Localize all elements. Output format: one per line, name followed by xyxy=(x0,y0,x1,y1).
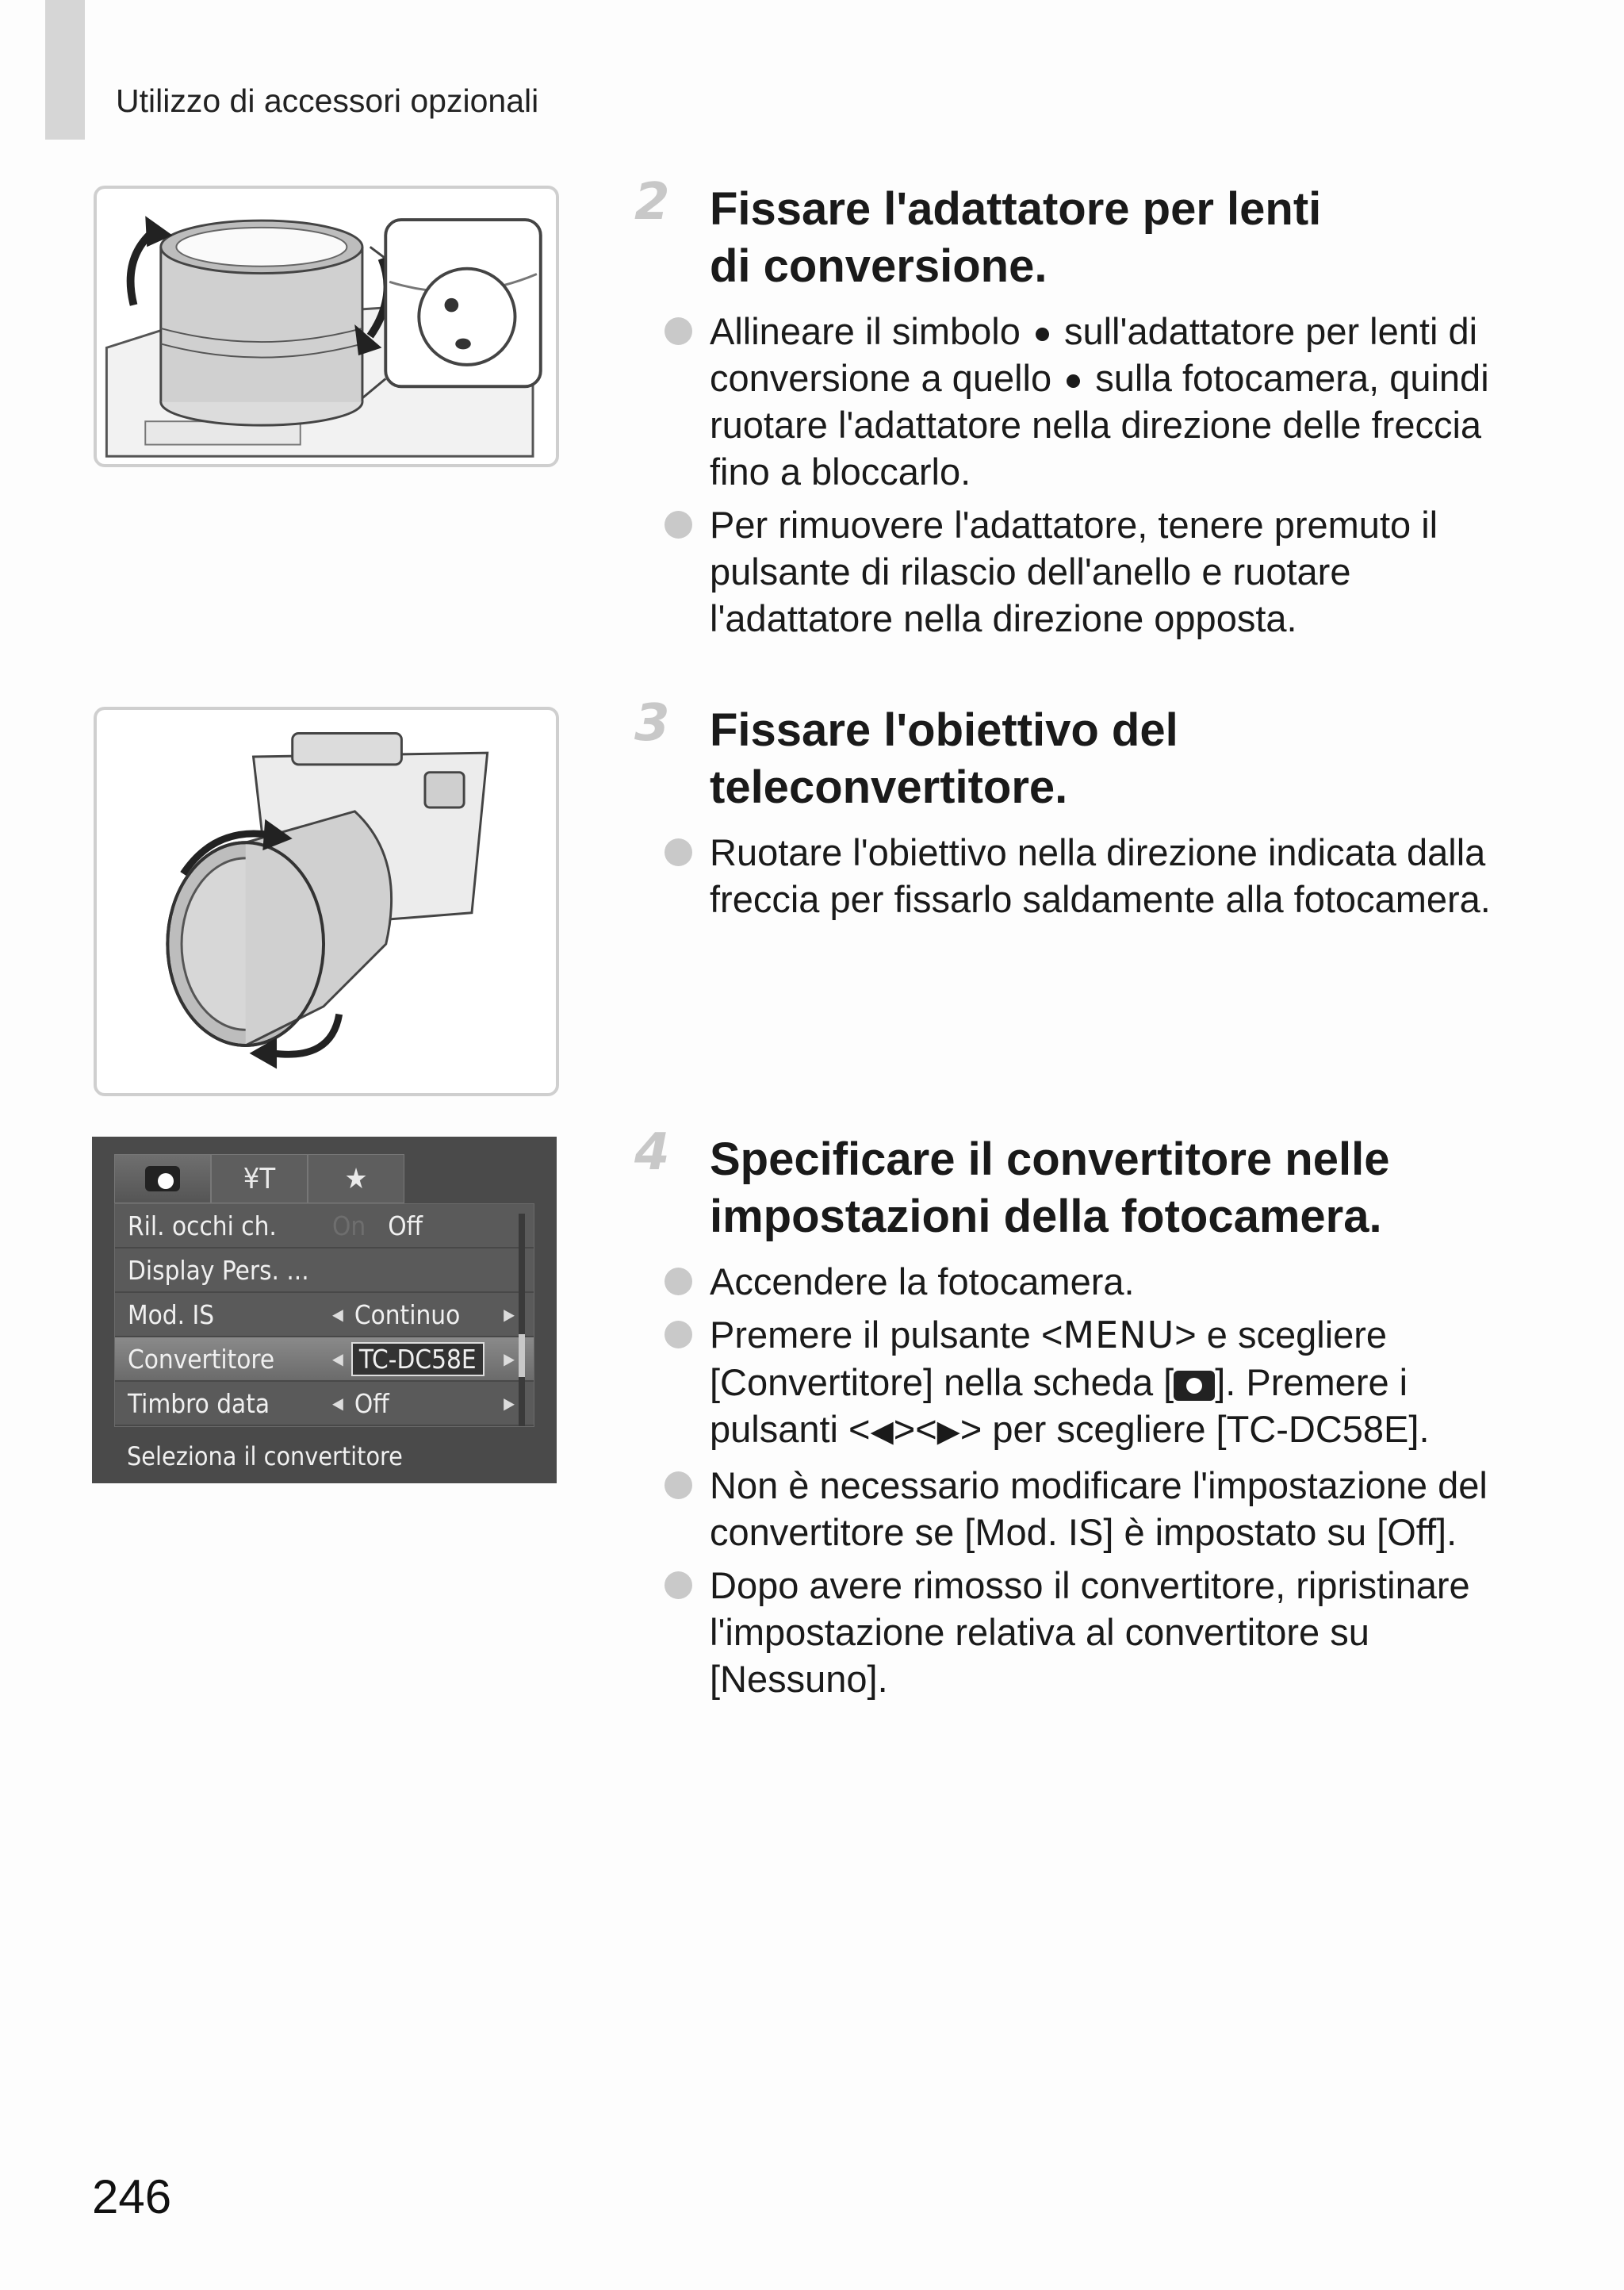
right-button-icon: ▶ xyxy=(936,1415,960,1449)
tab-setup[interactable] xyxy=(211,1154,308,1203)
bullet-icon xyxy=(665,317,692,345)
bullet-text: sulla fotocamera, quindi ruotare l'adattatore nella direzione delle freccia fino a bloccarlo. xyxy=(710,357,1489,493)
bullet-text: Ruotare l'obiettivo nella direzione indicata dalla freccia per fissarlo saldamente alla fotocamera. xyxy=(710,831,1491,920)
menu-tabs xyxy=(114,1154,534,1203)
bullet-item xyxy=(710,308,1491,495)
bullet-icon xyxy=(665,1321,692,1348)
step-title-line: Fissare l'adattatore per lenti xyxy=(710,183,1322,235)
teleconverter-illustration xyxy=(97,710,556,1093)
bullet-item xyxy=(710,829,1491,923)
bullet-icon xyxy=(665,1471,692,1499)
bullet-icon xyxy=(665,1268,692,1295)
left-button-icon: ◀ xyxy=(870,1415,894,1449)
menu-list xyxy=(114,1203,534,1427)
step-title xyxy=(710,181,1491,295)
menu-hint-text: Seleziona il convertitore xyxy=(127,1441,403,1471)
menu-row-value: Off xyxy=(388,1210,423,1241)
step-title-line: teleconvertitore. xyxy=(710,761,1068,813)
camera-tab-icon xyxy=(1174,1371,1215,1401)
right-arrow-icon: ▶ xyxy=(504,1305,515,1324)
step-title-line: Fissare l'obiettivo del xyxy=(710,704,1178,756)
bullet-text: >< xyxy=(893,1408,937,1450)
camera-menu-screenshot xyxy=(92,1137,557,1483)
section-tab-marker xyxy=(45,0,85,140)
step-number: 4 xyxy=(634,1123,670,1182)
step-title-line: impostazioni della fotocamera. xyxy=(710,1191,1382,1242)
bullet-text: Accendere la fotocamera. xyxy=(710,1260,1135,1302)
camera-icon xyxy=(145,1166,180,1191)
menu-row-label: Timbro data xyxy=(128,1387,270,1419)
bullet-item xyxy=(710,1562,1491,1702)
menu-row-label: Display Pers. ... xyxy=(128,1254,309,1286)
step-3 xyxy=(634,694,1491,929)
menu-row-date-stamp[interactable] xyxy=(115,1382,534,1426)
alignment-dot-icon xyxy=(1036,328,1049,341)
adapter-illustration xyxy=(97,189,556,464)
bullet-text: Allineare il simbolo xyxy=(710,310,1031,352)
menu-row-red-eye[interactable] xyxy=(115,1204,534,1249)
left-arrow-icon: ◀ xyxy=(332,1305,343,1324)
bullet-item xyxy=(710,1311,1491,1456)
step-bullets xyxy=(634,829,1491,923)
menu-option-dimmed: On xyxy=(332,1210,366,1241)
bullet-item xyxy=(710,1462,1491,1555)
step-number: 3 xyxy=(634,694,670,753)
bullet-icon xyxy=(665,511,692,539)
bullet-item xyxy=(710,501,1491,642)
bullet-text: Per rimuovere l'adattatore, tenere premuto il pulsante di rilascio dell'anello e ruotare l'adattatore nella direzione opposta. xyxy=(710,504,1438,639)
menu-row-value: Continuo xyxy=(354,1298,461,1330)
section-title: Utilizzo di accessori opzionali xyxy=(116,82,539,119)
step-2 xyxy=(634,173,1491,648)
step-bullets xyxy=(634,1258,1491,1702)
step-number: 2 xyxy=(634,173,670,232)
bullet-text: Premere il pulsante < xyxy=(710,1314,1063,1356)
bullet-text: ]. Premere i pulsanti < xyxy=(710,1361,1408,1450)
menu-row-label: Convertitore xyxy=(128,1343,275,1375)
bullet-text: > per scegliere [TC-DC58E]. xyxy=(959,1408,1430,1450)
menu-row-value: TC-DC58E xyxy=(351,1342,485,1376)
step-title xyxy=(710,702,1491,816)
page-number: 246 xyxy=(92,2170,172,2223)
figure-attach-adapter xyxy=(94,186,559,467)
tab-my-menu[interactable] xyxy=(308,1154,404,1203)
left-arrow-icon: ◀ xyxy=(332,1394,343,1413)
left-arrow-icon: ◀ xyxy=(332,1349,343,1368)
bullet-icon xyxy=(665,838,692,866)
step-title xyxy=(710,1131,1491,1245)
menu-button-icon: MENU xyxy=(1063,1314,1175,1356)
bullet-text: Non è necessario modificare l'impostazione del convertitore se [Mod. IS] è impostato su [Off]. xyxy=(710,1464,1488,1554)
bullet-text: > e scegliere [Convertitore] nella scheda [ xyxy=(710,1314,1388,1403)
bullet-text: sull'adattatore per lenti di conversione a quello xyxy=(710,310,1478,399)
menu-row-label: Mod. IS xyxy=(128,1298,215,1330)
figure-attach-teleconverter xyxy=(94,707,559,1096)
tab-shooting[interactable] xyxy=(114,1154,211,1203)
right-arrow-icon: ▶ xyxy=(504,1394,515,1413)
menu-scrollbar[interactable] xyxy=(519,1214,525,1426)
step-title-line: Specificare il convertitore nelle xyxy=(710,1133,1390,1185)
menu-row-converter[interactable] xyxy=(115,1337,534,1382)
right-arrow-icon: ▶ xyxy=(504,1349,515,1368)
menu-row-value: Off xyxy=(354,1387,389,1419)
menu-row-display-pers[interactable] xyxy=(115,1249,534,1293)
star-icon: ★ xyxy=(344,1162,368,1195)
menu-row-mod-is[interactable] xyxy=(115,1293,534,1337)
step-bullets xyxy=(634,308,1491,642)
bullet-item xyxy=(710,1258,1491,1305)
menu-scrollbar-thumb[interactable] xyxy=(519,1334,525,1377)
menu-row-label: Ril. occhi ch. xyxy=(128,1210,277,1241)
step-title-line: di conversione. xyxy=(710,240,1048,292)
bullet-icon xyxy=(665,1571,692,1599)
bullet-text: Dopo avere rimosso il convertitore, ripristinare l'impostazione relativa al convertitore su [Nessuno]. xyxy=(710,1564,1470,1701)
alignment-dot-icon xyxy=(1067,374,1080,388)
step-4 xyxy=(634,1123,1491,1709)
tools-icon: ¥T xyxy=(243,1162,276,1195)
